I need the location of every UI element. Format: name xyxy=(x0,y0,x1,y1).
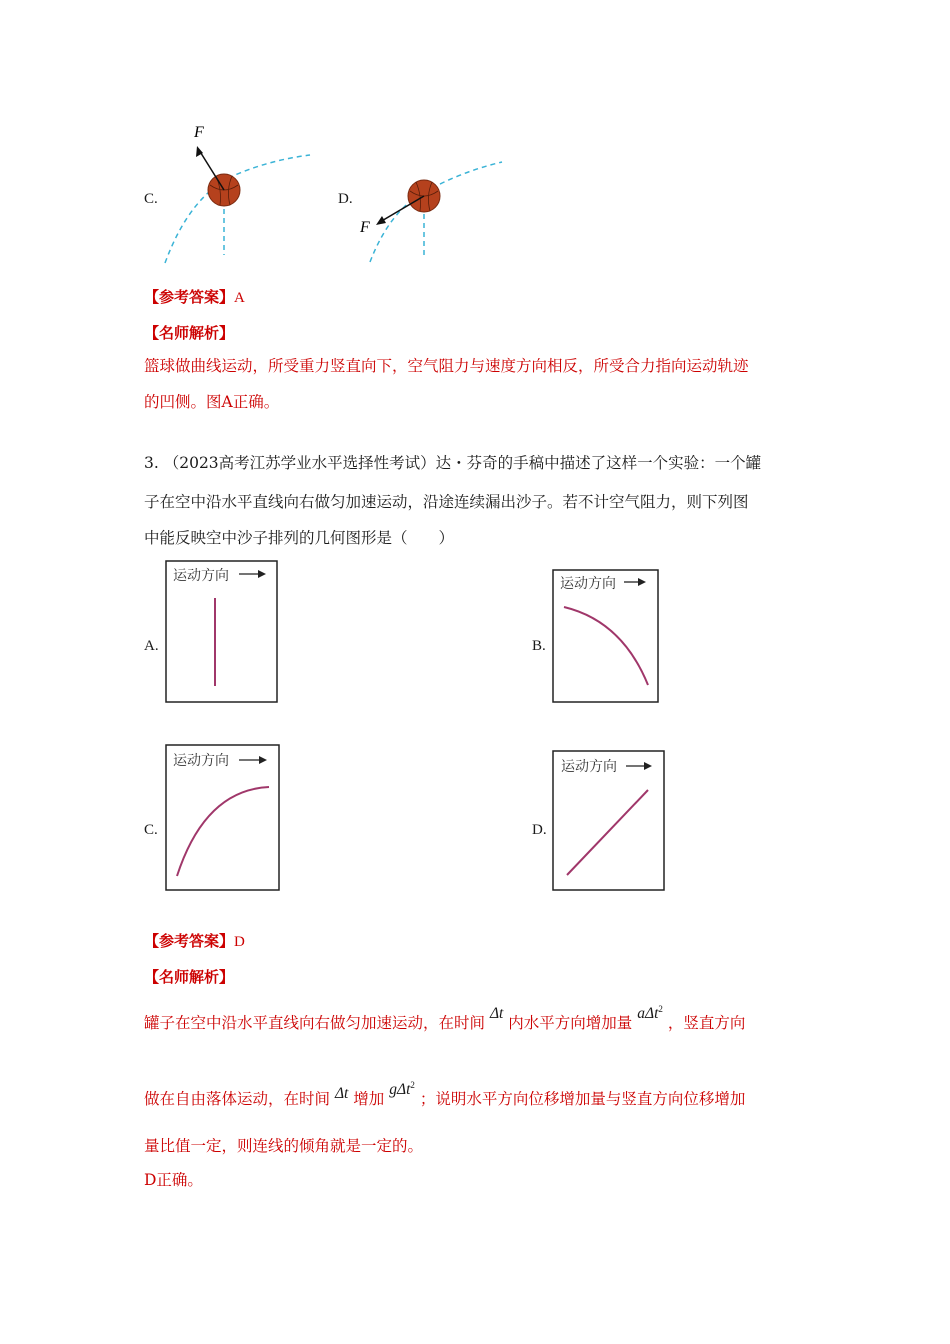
option-d-label: D. xyxy=(338,191,353,207)
sand-line xyxy=(567,790,648,875)
arrow-right-icon xyxy=(638,578,646,586)
arrow-right-icon xyxy=(259,756,267,764)
answer-header: 【参考答案】 xyxy=(144,288,235,306)
q3-option-a-label: A. xyxy=(144,638,159,654)
q3-analysis-header: 【名师解析】 xyxy=(144,968,235,986)
q3-analysis-line2: 做在自由落体运动，在时间 Δt 增加 gΔt$^2$ ；说明水平方向位移增加量与竖直方向位移增加 xyxy=(144,1080,746,1109)
diagram-option-c xyxy=(150,115,320,270)
q3-analysis-line4: D正确。 xyxy=(144,1171,203,1189)
sand-line xyxy=(564,607,648,685)
q3-analysis-line1: 罐子在空中沿水平直线向右做匀加速运动，在时间 Δt 内水平方向增加量 aΔt$^2$ ，竖直方向 xyxy=(144,1004,746,1033)
q3-option-c-figure xyxy=(165,744,281,892)
motion-direction-label: 运动方向 xyxy=(560,576,616,592)
sand-line xyxy=(177,787,269,876)
arrow-right-icon xyxy=(258,570,266,578)
q2-answer xyxy=(144,286,245,307)
force-label: F xyxy=(194,124,204,141)
q3-answer xyxy=(144,930,245,951)
motion-direction-label: 运动方向 xyxy=(561,759,617,775)
delta-t: Δt xyxy=(334,1085,349,1103)
force-label: F xyxy=(360,219,370,236)
q3-stem-line1: 3. （2023高考江苏学业水平选择性考试）达・芬奇的手稿中描述了这样一个实验：一个罐 xyxy=(144,454,762,472)
delta-t: Δt xyxy=(489,1005,504,1023)
diagram-option-d xyxy=(350,150,510,265)
answer-value: A xyxy=(234,290,245,306)
trajectory-curve xyxy=(165,155,310,263)
q3-option-b-figure xyxy=(552,569,660,704)
q2-analysis-line2: 的凹侧。图A正确。 xyxy=(144,393,280,411)
q2-analysis-line1: 篮球做曲线运动，所受重力竖直向下，空气阻力与速度方向相反，所受合力指向运动轨迹 xyxy=(144,357,749,375)
trajectory-curve xyxy=(370,162,502,262)
answer-header: 【参考答案】 xyxy=(144,932,235,950)
motion-direction-label: 运动方向 xyxy=(173,568,229,584)
expression-a-dt2: aΔt$^2$ xyxy=(637,1004,663,1023)
q3-stem-line3: 中能反映空中沙子排列的几何图形是（ ） xyxy=(144,529,455,547)
q3-stem-line2: 子在空中沿水平直线向右做匀加速运动，沿途连续漏出沙子。若不计空气阻力，则下列图 xyxy=(144,493,749,511)
option-c-label: C. xyxy=(144,191,158,207)
q3-option-d-figure xyxy=(552,750,666,892)
q3-option-a-figure xyxy=(165,560,279,704)
motion-direction-label: 运动方向 xyxy=(173,753,229,769)
q2-analysis-header: 【名师解析】 xyxy=(144,324,235,342)
answer-value: D xyxy=(234,934,245,950)
arrow-right-icon xyxy=(644,762,652,770)
q3-option-b-label: B. xyxy=(532,638,546,654)
expression-g-dt2: gΔt$^2$ xyxy=(389,1080,415,1099)
q3-option-c-label: C. xyxy=(144,822,158,838)
q3-analysis-line3: 量比值一定，则连线的倾角就是一定的。 xyxy=(144,1137,424,1155)
q3-option-d-label: D. xyxy=(532,822,547,838)
